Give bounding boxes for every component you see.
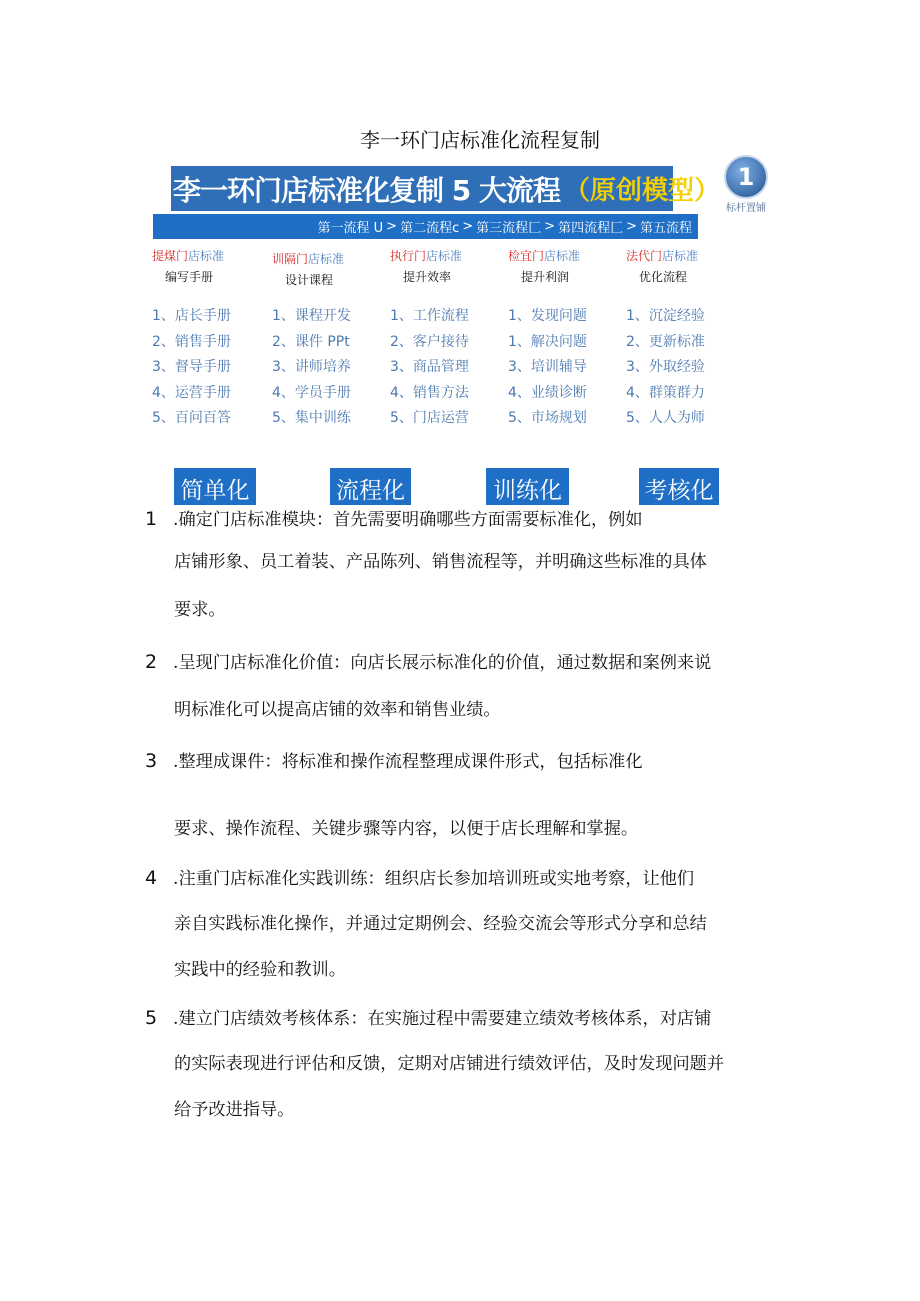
banner-subtitle: （原创模型） [563,176,720,206]
flow-step-5: 第五流程 [639,221,692,236]
tag-assessment: 考核化 [639,468,719,505]
column-header: 检宜门店标准 [508,249,581,263]
list-item: 1、发现问题 [508,308,587,324]
badge-label: 标杆置铺 [726,203,766,214]
tag-simplify: 简单化 [174,468,256,505]
number-one-badge-icon: 1 [724,155,768,199]
column-4 [508,247,628,432]
list-item: 3、督导手册 [152,359,231,375]
paragraph-1: 1 .确定门店标准模块：首先需要明确哪些方面需要标准化，例如 店铺形象、员工着装、产品陈列、销售流程等，并明确这些标准的具体 要求。 [145,508,707,620]
column-1 [152,247,272,432]
list-item: 5、人人为师 [626,410,705,426]
flow-arrow: > [386,219,398,234]
list-item: 5、门店运营 [390,410,469,426]
list-item: 1、店长手册 [152,308,231,324]
list-item: 1、工作流程 [390,308,469,324]
flow-step-4: 第四流程匚 [558,221,624,236]
tag-training: 训练化 [486,468,569,505]
list-item: 3、讲师培养 [272,359,351,375]
flow-arrow: > [626,219,637,234]
list-item: 2、客户接待 [390,333,469,350]
column-header: 训隔门店标准 [272,252,345,266]
flow-arrow: > [544,219,556,234]
list-item: 3、商品管理 [390,359,469,375]
paragraph-number: 2 [145,651,158,673]
list-item: 4、业绩诊断 [508,384,587,401]
list-item: 4、学员手册 [272,384,351,401]
list-item: 4、群策群力 [626,384,705,401]
list-item: 5、市场规划 [508,410,587,426]
list-item: 4、销售方法 [390,384,469,401]
list-item: 2、销售手册 [152,333,231,350]
list-item: 5、集中训练 [272,410,351,426]
flow-arrow: > [462,219,474,234]
list-item: 1、沉淀经验 [626,308,705,324]
paragraph-number: 3 [145,750,158,772]
list-item: 2、课件 PPt [272,333,350,350]
paragraph-3: 3 .整理成课件：将标准和操作流程整理成课件形式，包括标准化 要求、操作流程、关键步骤等内容，以便于店长理解和掌握。 [145,750,643,839]
column-header: 法代门店标准 [626,249,699,263]
list-item: 3、外取经验 [626,359,705,375]
document-title: 李一环门店标准化流程复制 [360,128,600,152]
banner-title: 李一环门店标准化复制 5 大流程 [173,173,560,207]
paragraph-4: 4 .注重门店标准化实践训练：组织店长参加培训班或实地考察，让他们 亲自实践标准化操作，并通过定期例会、经验交流会等形式分享和总结 实践中的经验和教训。 [145,867,707,980]
list-item: 2、更新标准 [626,333,705,350]
tag-process: 流程化 [330,468,411,505]
list-item: 5、百问百答 [152,410,231,426]
model-banner [171,166,720,211]
column-2 [272,250,392,432]
flow-steps-bar [153,214,698,239]
list-item: 1、课程开发 [272,308,351,324]
column-subheader: 提升利润 [521,270,570,284]
column-subheader: 设计课程 [285,273,334,287]
column-subheader: 编写手册 [165,270,214,284]
column-subheader: 优化流程 [639,270,688,284]
flow-step-1: 第一流程 U [317,221,384,236]
paragraph-5: 5 .建立门店绩效考核体系：在实施过程中需要建立绩效考核体系，对店铺 的实际表现进行评估和反馈，定期对店铺进行绩效评估，及时发现问题并 给予改进指导。 [145,1007,725,1120]
flow-step-3: 第三流程匚 [476,221,542,236]
list-item: 1、解决问题 [508,333,587,350]
column-header: 执行门店标准 [390,249,463,263]
column-5 [626,247,746,432]
list-item: 3、培训辅导 [508,359,587,375]
paragraph-number: 4 [145,867,158,889]
paragraph-number: 1 [145,508,158,530]
column-subheader: 提升效率 [403,270,452,284]
paragraph-2: 2 .呈现门店标准化价值：向店长展示标准化的价值，通过数据和案例来说 明标准化可以提高店铺的效率和销售业绩。 [145,651,712,720]
paragraph-number: 5 [145,1007,158,1029]
column-3 [390,247,510,432]
flow-step-2: 第二流程c [400,221,460,236]
list-item: 4、运营手册 [152,384,231,401]
column-header: 提煤门店标准 [152,249,225,263]
